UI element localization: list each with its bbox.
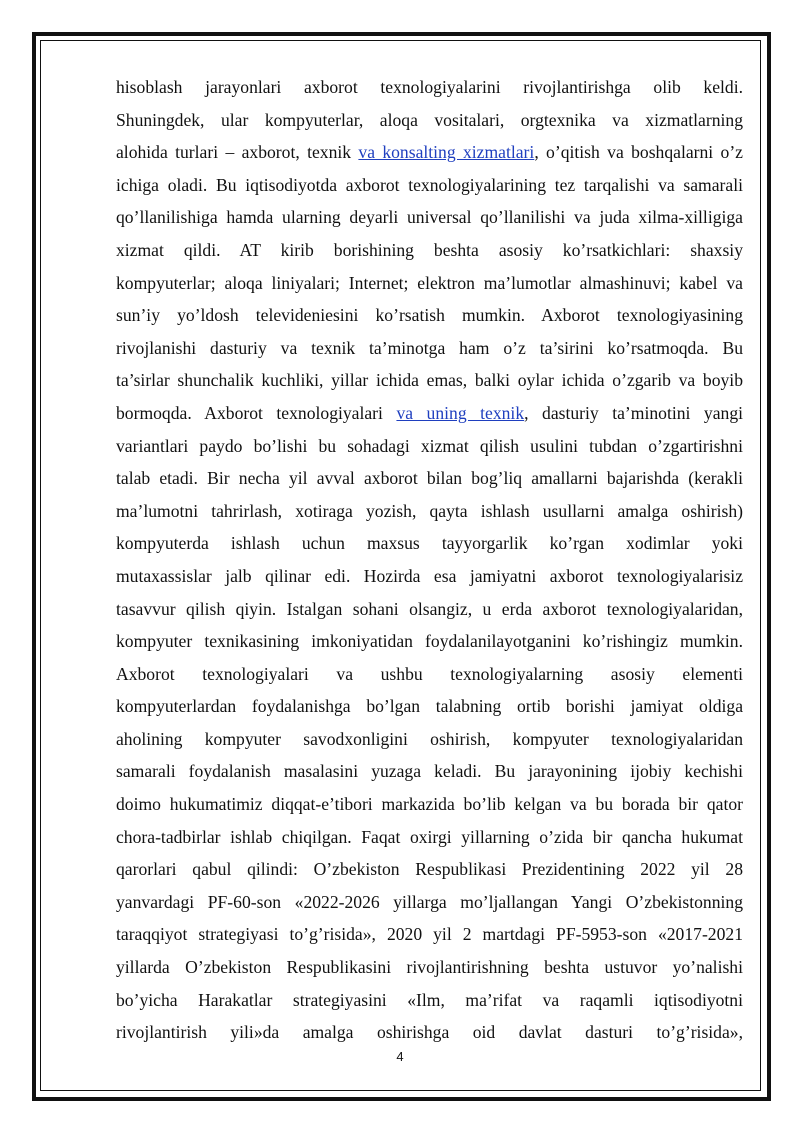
text-segment: sun’iy yo’ldosh televideniesini ko’rsatish mumkin. Axborot texnologiyasining <box>116 305 743 326</box>
text-segment: bo’yicha Harakatlar strategiyasini «Ilm, ma’rifat va raqamli iqtisodiyotni <box>116 989 743 1010</box>
text-line <box>116 593 743 626</box>
text-segment: tasavvur qilish qiyin. Istalgan sohani olsangiz, u erda axborot texnologiyalaridan, <box>116 598 743 619</box>
text-line <box>116 397 743 430</box>
text-line <box>116 332 743 365</box>
hyperlink[interactable]: va uning texnik <box>396 402 525 423</box>
text-segment: bormoqda. Axborot texnologiyalari <box>116 402 397 423</box>
text-segment: ichiga oladi. Bu iqtisodiyotda axborot texnologiyalarining tez tarqalishi va samarali <box>116 174 743 195</box>
text-line <box>116 462 743 495</box>
text-line <box>116 853 743 886</box>
text-line <box>116 527 743 560</box>
text-segment: ta’sirlar shunchalik kuchliki, yillar ichida emas, balki oylar ichida o’zgarib va boyib <box>116 370 743 391</box>
text-segment: , o’qitish va boshqalarni o’z <box>534 142 743 163</box>
text-line <box>116 821 743 854</box>
text-line <box>116 658 743 691</box>
text-line <box>116 560 743 593</box>
text-segment: chora-tadbirlar ishlab chiqilgan. Faqat oxirgi yillarning o’zida bir qancha hukumat <box>116 826 743 847</box>
page-number: 4 <box>396 1049 404 1064</box>
text-segment: Shuningdek, ular kompyuterlar, aloqa vositalari, orgtexnika va xizmatlarning <box>116 109 743 130</box>
text-line <box>116 267 743 300</box>
text-segment: mutaxassislar jalb qilinar edi. Hozirda esa jamiyatni axborot texnologiyalarisiz <box>116 565 743 586</box>
text-segment: qarorlari qabul qilindi: O’zbekiston Respublikasi Prezidentining 2022 yil 28 <box>116 859 743 880</box>
text-segment: kompyuterlardan foydalanishga bo’lgan talabning ortib borishi jamiyat oldiga <box>116 696 743 717</box>
text-segment: rivojlanishi dasturiy va texnik ta’minotga ham o’z ta’sirini ko’rsatmoqda. Bu <box>116 337 743 358</box>
text-line <box>116 886 743 919</box>
text-segment: doimo hukumatimiz diqqat-e’tibori markazida bo’lib kelgan va bu borada bir qator <box>116 794 743 815</box>
text-segment: alohida turlari – axborot, texnik <box>116 142 359 163</box>
text-line <box>116 234 743 267</box>
text-line <box>116 364 743 397</box>
text-line <box>116 136 743 169</box>
text-segment: samarali foydalanish masalasini yuzaga keladi. Bu jarayonining ijobiy kechishi <box>116 761 743 782</box>
text-segment: xizmat qildi. AT kirib borishining beshta asosiy ko’rsatkichlari: shaxsiy <box>116 239 743 260</box>
text-line <box>116 1016 743 1049</box>
text-segment: , dasturiy ta’minotini yangi <box>524 402 743 423</box>
text-line <box>116 430 743 463</box>
text-segment: yillarda O’zbekiston Respublikasini rivojlantirishning beshta ustuvor yo’nalishi <box>116 957 743 978</box>
text-line <box>116 755 743 788</box>
text-line <box>116 984 743 1017</box>
text-segment: yanvardagi PF-60-son «2022-2026 yillarga mo’ljallangan Yangi O’zbekistonning <box>116 891 743 912</box>
text-line <box>116 788 743 821</box>
text-segment: rivojlantirish yili»da amalga oshirishga oid davlat dasturi to’g’risida», <box>116 1022 743 1043</box>
text-line <box>116 690 743 723</box>
text-segment: aholining kompyuter savodxonligini oshirish, kompyuter texnologiyalaridan <box>116 728 743 749</box>
text-segment: variantlari paydo bo’lishi bu sohadagi xizmat qilish usulini tubdan o’zgartirishni <box>116 435 743 456</box>
text-segment: hisoblash jarayonlari axborot texnologiyalarini rivojlantirishga olib keldi. <box>116 77 743 97</box>
text-segment: qo’llanilishiga hamda ularning deyarli universal qo’llanilishi va juda xilma-xilligiga <box>116 207 743 228</box>
text-line <box>116 495 743 528</box>
text-segment: taraqqiyot strategiyasi to’g’risida», 2020 yil 2 martdagi PF-5953-son «2017-2021 <box>116 924 743 945</box>
text-line <box>116 201 743 234</box>
text-segment: kompyuter texnikasining imkoniyatidan foydalanilayotganini ko’rishingiz mumkin. <box>116 631 743 652</box>
hyperlink[interactable]: va konsalting xizmatlari <box>358 142 535 163</box>
text-segment: Axborot texnologiyalari va ushbu texnologiyalarning asosiy elementi <box>116 663 743 684</box>
body-text <box>116 71 743 1049</box>
text-line <box>116 299 743 332</box>
text-line <box>116 723 743 756</box>
text-line <box>116 625 743 658</box>
text-line <box>116 918 743 951</box>
text-segment: kompyuterda ishlash uchun maxsus tayyorgarlik ko’rgan xodimlar yoki <box>116 533 743 554</box>
text-segment: talab etadi. Bir necha yil avval axborot bilan bog’liq amallarni bajarishda (kerakli <box>116 468 743 489</box>
text-line <box>116 71 743 104</box>
text-segment: ma’lumotni tahrirlash, xotiraga yozish, qayta ishlash usullarni amalga oshirish) <box>116 500 743 521</box>
text-line <box>116 104 743 137</box>
text-line <box>116 951 743 984</box>
text-segment: kompyuterlar; aloqa liniyalari; Internet; elektron ma’lumotlar almashinuvi; kabel va <box>116 272 743 293</box>
text-line <box>116 169 743 202</box>
